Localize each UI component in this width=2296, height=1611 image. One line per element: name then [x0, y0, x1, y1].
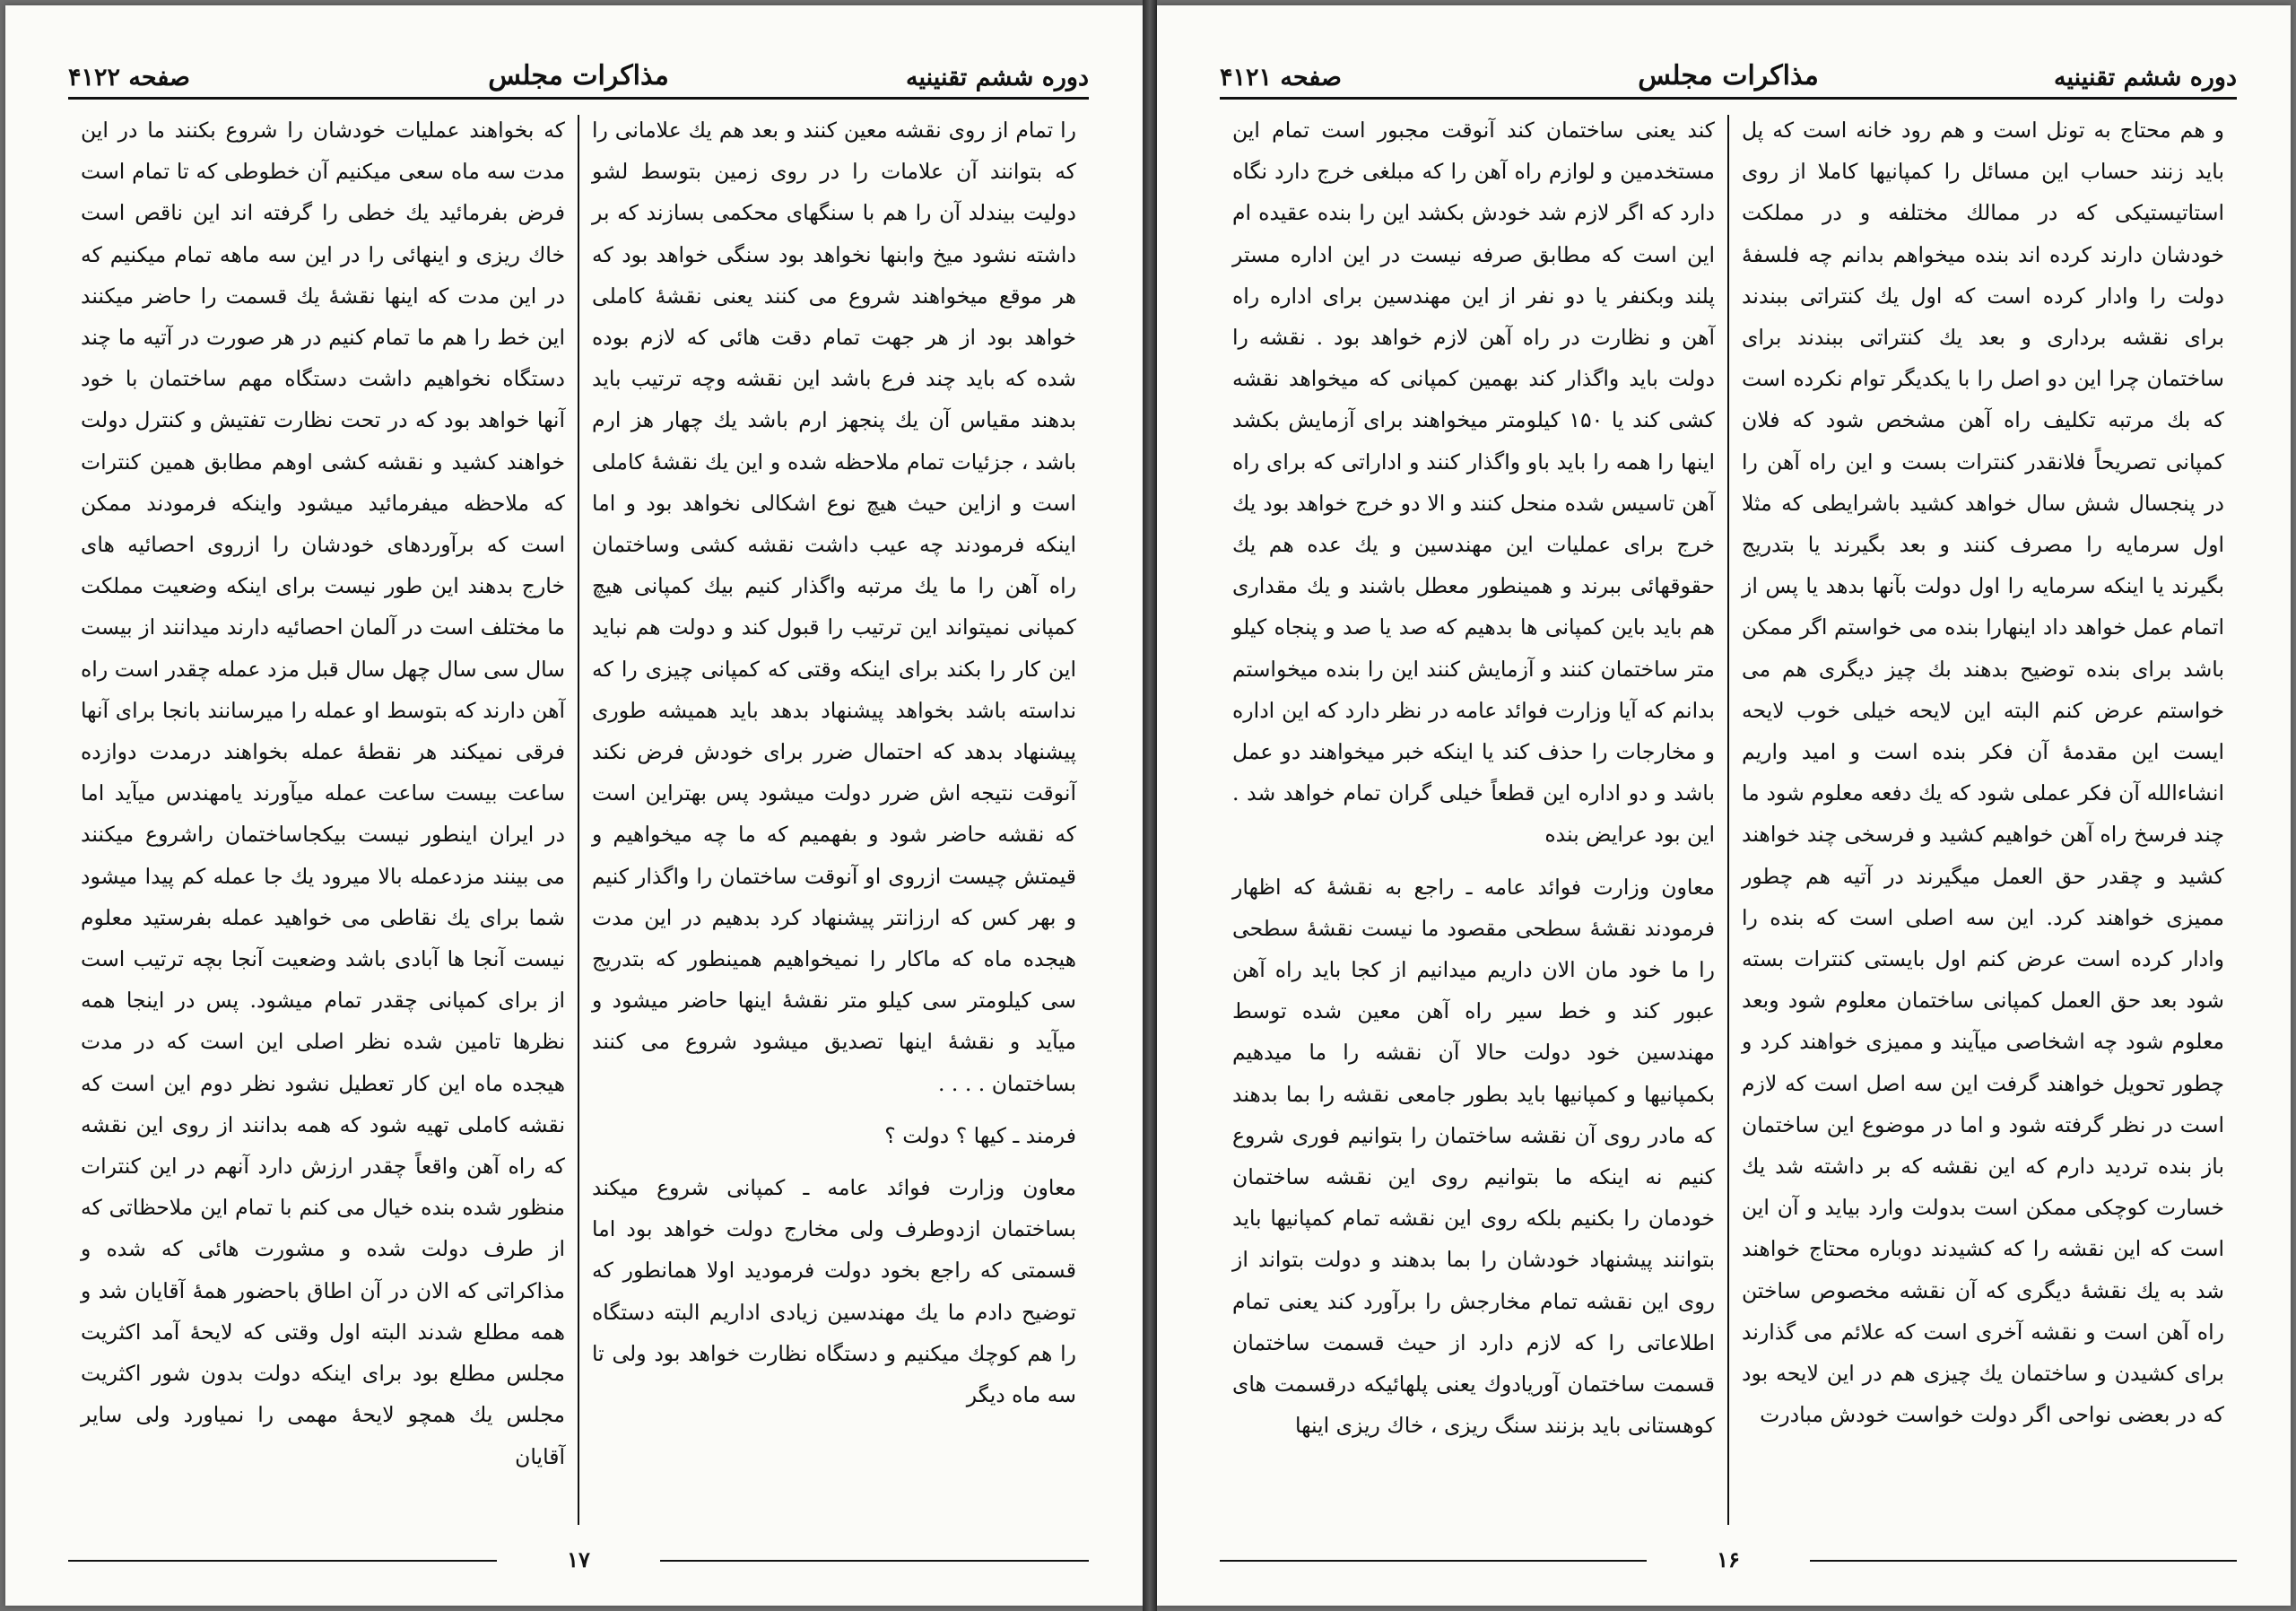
paragraph: فرمند ـ کیها ؟ دولت ؟ [884, 1122, 1076, 1148]
text-columns [1220, 109, 2237, 1530]
paragraph: معاون وزارت فوائد عامه ـ کمپانی شروع میکند بساختمان ازدوطرف ولی مخارج دولت خواهد بود اما قسمتی که راجع بخود دولت فرمودید اولا همانطور که توضیح دادم ما یك مهندسین زیادی اداریم البته دستگاه را هم کوچك میکنیم و دستگاه نظارت خواهد بود ولی تا سه ماه دیگر [592, 1175, 1076, 1408]
page-number-label: صفحه ۴۱۲۱ [1220, 64, 1342, 91]
session-label: دوره ششم تقنينيه [2054, 64, 2237, 91]
paragraph: و هم محتاج به تونل است و هم رود خانه است که پل باید زنند حساب این مسائل را کمپانیها کاملا از روی استاتیستیکی که در ممالك مختلفه و در مملکت خودشان دارند کرده اند بنده میخواهم بدانم چه فلسفهٔ دولت را وادار کرده است که اول یك کنتراتی ببندند برای نقشه برداری و بعد یك کنتراتی ببندند برای ساختمان چرا این دو اصل را با یکدیگر توام نکرده است که بك مرتبه تکلیف راه آهن مشخص شود که فلان کمپانی تصریحاً فلانقدر کنترات بست و این راه آهن را در پنجسال شش سال خواهد کشید باشرایطی که مثلا اول سرمایه را مصرف کنند و بعد بگیرند یا بتدریج بگیرند یا اینکه سرمایه را اول دولت بآنها بدهد یا پس از اتمام عمل خواهد داد اینهارا بنده می خواستم اگر ممکن باشد برای بنده توضیح بدهند بك چیز دیگری هم می خواستم عرض کنم البته این لایحه خیلی خوب لایحه ایست این مقدمهٔ آن فکر بنده است و امید واریم انشاءالله آن فکر عملی شود که یك دفعه معلوم شود ما چند فرسخ راه آهن خواهیم کشید و فرسخی چند خواهند کشید و چقدر حق العمل میگیرند در آتیه هم چطور ممیزی خواهند کرد. این سه اصلی است که بنده را وادار کرده است عرض کنم اول بایستی کنترات بسته شود بعد حق العمل کمپانی ساختمان معلوم شود وبعد معلوم شود چه اشخاصی میآیند و ممیزی خواهند کرد و چطور تحویل خواهند گرفت این سه اصل است که لازم است در نظر گرفته شود و اما در موضوع این ساختمان باز بنده تردید دارم که این نقشه که بر داشته شد یك خسارت کوچکی ممکن است بدولت وارد بیاید و آن این است که این نقشه را که کشیدند دوباره محتاج خواهند شد به یك نقشهٔ دیگری که آن نقشه مخصوص ساختن راه آهن است و نقشه آخری است که علائم می گذارند برای کشیدن و ساختمان یك چیزی هم در این لایحه بود که در بعضی نواحی اگر دولت خواست خودش مبادرت [1742, 118, 2224, 1428]
column-right [1729, 109, 2237, 1530]
page-header [68, 50, 1089, 100]
right-page [1157, 5, 2291, 1606]
paragraph: معاون وزارت فوائد عامه ـ راجع به نقشهٔ که اظهار فرمودند نقشهٔ سطحی مقصود ما نیست نقشهٔ سطحی را ما خود مان الان داریم میدانیم از کجا باید راه آهن عبور کند و خط سیر راه آهن معین شده توسط مهندسین خود دولت حالا آن نقشه را ما میدهیم بکمپانیها و کمپانیها باید بطور جامعی نقشه را بما بدهند که مادر روی آن نقشه ساختمان را بتوانیم فوری شروع کنیم نه اینکه ما بتوانیم روی این نقشه ساختمان خودمان را بکنیم بلکه روی این نقشه تمام کمپانیها باید بتوانند پیشنهاد خودشان را بما بدهند و دولت بتواند از روی این نقشه تمام مخارجش را برآورد کند یعنی تمام اطلاعاتی را که لازم دارد از حیث قسمت ساختمان قسمت ساختمان آوریادوك یعنی پلهائیکه درقسمت های کوهستانی باید بزنند سنگ ریزی ، خاك ریزی اینها [1232, 874, 1715, 1439]
paragraph: که بخواهند عملیات خودشان را شروع بکنند ما در این مدت سه ماه سعی میکنیم آن خطوطی که تا تمام است فرض بفرمائید یك خطی را گرفته اند این ناقص است خاك ریزی و اینهائی را در این سه ماهه تمام میکنیم که در این مدت که اینها نقشهٔ یك قسمت را حاضر میکنند این خط را هم ما تمام کنیم در هر صورت در آتیه ما چند دستگاه نخواهیم داشت دستگاه مهم ساختمان با خود آنها خواهد بود که در تحت نظارت تفتیش و کنترل دولت خواهند کشید و نقشه کشی اوهم مطابق همین کنترات که ملاحظه میفرمائید میشود واینکه فرمودند ممکن است که برآوردهای خودشان را ازروی احصائیه های خارج بدهند این طور نیست برای اینکه وضعیت مملکت ما مختلف است در آلمان احصائیه دارند میدانند از بیست سال سی سال چهل سال قبل مزد عمله چقدر است راه آهن دارند که بتوسط او عمله را میرسانند بانجا برای آنها فرقی نمیکند هر نقطهٔ عمله بخواهند درمدت دوازده ساعت بیست ساعت عمله میآورند یامهندس میآید اما در ایران اینطور نیست بیکجاساختمان راشروع میکنند می بینند مزدعمله بالا میرود یك جا عمله کم پیدا میشود شما برای یك نقاطی می خواهید عمله بفرستید معلوم نیست آنجا ها آبادی باشد وضعیت آنجا بچه ترتیب است از برای کمپانی چقدر تمام میشود. پس در اینجا همه نظرها تامین شده نظر اصلی این است که در مدت هیجده ماه این کار تعطیل نشود نظر دوم این است که نقشه کاملی تهیه شود که همه بدانند از روی این نقشه که راه آهن واقعاً چقدر ارزش دارد آنهم در این کنترات منظور شده بنده خیال می کنم با تمام این ملاحظاتی که از طرف دولت شده و مشورت هائی که شده و مذاکراتی که الان در آن اطاق باحضور همهٔ آقایان شد و همه مطلع شدند البته اول وقتی که لایحهٔ آمد اکثریت مجلس مطلع بود برای اینکه دولت بدون شور اکثریت مجلس یك همچو لایحهٔ مهمی را نمیاورد ولی سایر آقایان [81, 118, 565, 1469]
paragraph: کند یعنی ساختمان کند آنوقت مجبور است تمام این مستخدمین و لوازم راه آهن را که مبلغی خرج دارد نگاه دارد که اگر لازم شد خودش بکشد این را بنده عقیده ام این است که مطابق صرفه نیست در این اداره مستر پلند وبکنفر یا دو نفر از این مهندسین برای اداره راه آهن و نظارت در راه آهن لازم خواهد بود . نقشه را دولت باید واگذار کند بهمین کمپانی که میخواهد نقشه کشی کند یا ۱۵۰ کیلومتر میخواهند برای آزمایش بکشد اینها را همه را باید باو واگذار کنند و اداراتی که برای راه آهن تاسیس شده منحل کنند و الا دو خرج خواهد بود یك خرج برای عملیات این مهندسین و یك عده هم یك حقوقهائی ببرند و همینطور معطل باشند و یك مقداری هم باید باین کمپانی ها بدهیم که صد یا صد و پنجاه کیلو متر ساختمان کنند و آزمایش کنند این را بنده میخواستم بدانم که آیا وزارت فوائد عامه در نظر دارد که این اداره و مخارجات را حذف کند یا اینکه خبر میخواهند دو عمل باشد و دو اداره این قطعاً خیلی گران تمام خواهد شد . این بود عرایض بنده [1232, 118, 1715, 848]
text-columns [68, 109, 1089, 1530]
column-left [68, 109, 578, 1530]
session-label: دوره ششم تقنينيه [906, 64, 1089, 91]
folio-number: ۱۷ [552, 1546, 604, 1572]
book-gutter [1143, 0, 1157, 1611]
column-left [1220, 109, 1727, 1530]
paragraph: را تمام از روی نقشه معین کنند و بعد هم یك علامانی را که بتوانند آن علامات را در روی زمین بتوسط لشو دولیت بیندلد آن را هم با سنگهای محکمی بسازند که بر داشته نشود میخ وابنها نخواهد بود سنگی خواهد بود که هر موقع میخواهند شروع می کنند یعنی نقشهٔ کاملی خواهد بود از هر جهت تمام دقت هائی که لازم بوده شده که باید چند فرع باشد این نقشه وچه ترتیب باید بدهند مقیاس آن یك پنجهز ارم باشد یك چهار هز ارم باشد ، جزئیات تمام ملاحظه شده و این یك نقشهٔ کاملی است و ازاین حیث هیچ نوع اشکالی نخواهد بود و اما اینکه فرمودند چه عیب داشت نقشه کشی وساختمان راه آهن را ما یك مرتبه واگذار کنیم بیك کمپانی هیچ کمپانی نمیتواند این ترتیب را قبول کند و دولت هم نباید این کار را بکند برای اینکه وقتی که کمپانی چیزی را که نداسته باشد بخواهد پیشنهاد بدهد باید همیشه طوری پیشنهاد بدهد که احتمال ضرر برای خودش فرض نکند آنوقت نتیجه اش ضرر دولت میشود پس بهتراین است که نقشه حاضر شود و بفهمیم که ما چه میخواهیم و قیمتش چیست ازروی او آنوقت ساختمان را واگذار کنیم و بهر کس که ارزانتر پیشنهاد کرد بدهیم در این مدت هیجده ماه که ماکار را نمیخواهیم همینطور که بتدریج سی کیلومتر سی کیلو متر نقشهٔ اینها حاضر میشود و میآید و نقشهٔ اینها تصدیق میشود شروع می کنند بساختمان . . . . [592, 118, 1076, 1096]
left-page [5, 5, 1143, 1606]
page-footer [1220, 1546, 2237, 1573]
publication-title: مذاکرات مجلس [1638, 60, 1819, 91]
page-number-label: صفحه ۴۱۲۲ [68, 64, 190, 91]
page-header [1220, 50, 2237, 100]
column-right [579, 109, 1089, 1530]
page-footer [68, 1546, 1089, 1573]
folio-number: ۱۶ [1702, 1546, 1754, 1572]
publication-title: مذاکرات مجلس [488, 60, 669, 91]
